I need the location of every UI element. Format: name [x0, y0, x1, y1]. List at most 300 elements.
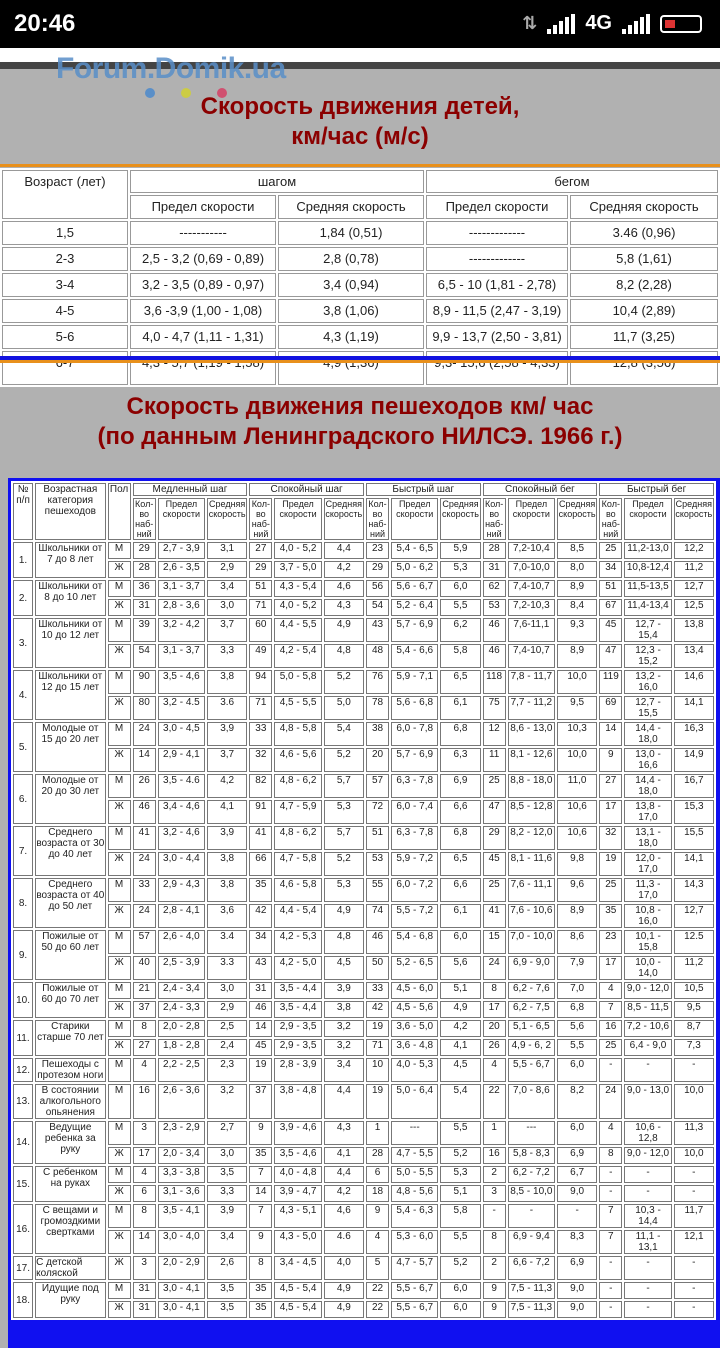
- table-cell: 12,0 - 17,0: [624, 852, 671, 876]
- table-cell: Быстрый бег: [599, 483, 714, 496]
- table-cell: 11,7: [674, 1204, 714, 1228]
- table-cell: 3,8 (1,06): [278, 299, 424, 323]
- table-cell: 5,5 - 6,7: [391, 1301, 438, 1318]
- table-cell: 6,1: [440, 904, 480, 928]
- table-cell: 14,9: [674, 748, 714, 772]
- table-cell: 5,4: [324, 722, 364, 746]
- table-cell: 6,1: [440, 696, 480, 720]
- table-cell: -: [624, 1301, 671, 1318]
- table-cell: 4,8: [324, 644, 364, 668]
- table-cell: 10,6 - 12,8: [624, 1121, 671, 1145]
- table-cell: Предел скорости: [508, 498, 555, 540]
- table-cell: -: [624, 1282, 671, 1299]
- table-cell: 7,9: [557, 956, 597, 980]
- table-cell: 4,9 - 6, 2: [508, 1039, 555, 1056]
- table-cell: 12,3 - 15,2: [624, 644, 671, 668]
- table-cell: Ж: [108, 1039, 131, 1056]
- table-cell: 8,5: [557, 542, 597, 559]
- table-cell: Пол: [108, 483, 131, 540]
- table-cell: 22: [366, 1301, 389, 1318]
- table-cell: 14: [133, 1230, 156, 1254]
- table-row: [13, 1147, 714, 1164]
- table-cell: 6,2 - 7,2: [508, 1166, 555, 1183]
- table-cell: 29: [366, 561, 389, 578]
- table-cell: 4,2: [324, 1185, 364, 1202]
- table-cell: 45: [483, 852, 506, 876]
- table-cell: Возрастная категория пешеходов: [35, 483, 105, 540]
- table-cell: 24: [599, 1084, 622, 1119]
- table-header-row: [13, 483, 714, 496]
- table-cell: Предел скорости: [624, 498, 671, 540]
- table-cell: 3,9 - 4,7: [274, 1185, 321, 1202]
- table-cell: -: [508, 1204, 555, 1228]
- table-cell: 6,0: [440, 1282, 480, 1299]
- table-cell: 3,8: [207, 852, 247, 876]
- table-cell: 7,2-10,3: [508, 599, 555, 616]
- table-cell: 56: [366, 580, 389, 597]
- table-row: [13, 1039, 714, 1056]
- table-cell: 5: [366, 1256, 389, 1280]
- table-cell: 5,5 - 6,7: [391, 1282, 438, 1299]
- table-cell: 6,5 - 10 (1,81 - 2,78): [426, 273, 568, 297]
- table-row: [13, 1301, 714, 1318]
- table-cell: 1: [366, 1121, 389, 1145]
- table-cell: 4,5 - 5,6: [391, 1001, 438, 1018]
- watermark-logo: Forum.Domik.ua: [56, 52, 286, 85]
- table-cell: 10,4 (2,89): [570, 299, 718, 323]
- table-cell: 6,6: [440, 800, 480, 824]
- table-cell: № п/п: [13, 483, 33, 540]
- table-cell: 25: [599, 1039, 622, 1056]
- table-cell: М: [108, 1204, 131, 1228]
- table-cell: 3,0 - 4,5: [158, 722, 205, 746]
- table-cell: 5,0 - 5,5: [391, 1166, 438, 1183]
- table-cell: 3,2: [324, 1039, 364, 1056]
- table-row: [13, 618, 714, 642]
- table-cell: 17: [599, 956, 622, 980]
- table-cell: 3,0: [207, 599, 247, 616]
- table-cell: 3,4: [207, 1230, 247, 1254]
- table-cell: 46: [483, 644, 506, 668]
- table-cell: 55: [366, 878, 389, 902]
- table-cell: 6,9: [557, 1256, 597, 1280]
- table-cell: М: [108, 826, 131, 850]
- table-cell: 2,4 - 3,3: [158, 1001, 205, 1018]
- table-row: [13, 800, 714, 824]
- table-cell: 3,1 - 3,7: [158, 580, 205, 597]
- pedestrian-speed-table: [11, 481, 716, 1320]
- table-cell: Ж: [108, 644, 131, 668]
- category-cell: С детской коляской: [35, 1256, 105, 1280]
- table-cell: 75: [483, 696, 506, 720]
- table-cell: 7,5 - 11,3: [508, 1282, 555, 1299]
- table-cell: 4,6: [324, 1204, 364, 1228]
- table-cell: 24: [133, 852, 156, 876]
- table-row: [13, 696, 714, 720]
- table-cell: Кол-во наб-ний: [249, 498, 272, 540]
- table-cell: Предел скорости: [130, 195, 276, 219]
- table-row: [2, 221, 718, 245]
- table-cell: 8.: [13, 878, 33, 928]
- table-cell: М: [108, 618, 131, 642]
- table-row: [13, 1185, 714, 1202]
- table-cell: 14.: [13, 1121, 33, 1164]
- table-cell: 4,5 - 6,0: [391, 982, 438, 999]
- table-cell: 8,7: [674, 1020, 714, 1037]
- table-cell: 6,6: [440, 878, 480, 902]
- table-cell: 4,3: [324, 1121, 364, 1145]
- table-cell: 4: [599, 982, 622, 999]
- table-cell: 4.6: [324, 1230, 364, 1254]
- table-cell: 5,2 - 6,4: [391, 599, 438, 616]
- table-cell: 3,5 - 4,6: [274, 1147, 321, 1164]
- signal-icon-2: [622, 14, 650, 34]
- table-cell: 5,4 - 6,5: [391, 542, 438, 559]
- table-cell: 35: [249, 1147, 272, 1164]
- table-cell: 4,7 - 5,8: [274, 852, 321, 876]
- table-cell: 5,5 - 7,2: [391, 904, 438, 928]
- table-cell: 4,9: [324, 618, 364, 642]
- table-cell: -------------: [426, 247, 568, 271]
- divider: [0, 164, 720, 167]
- table-cell: 3,4: [207, 580, 247, 597]
- table-cell: 5,0 - 6,4: [391, 1084, 438, 1119]
- table-cell: 11: [483, 748, 506, 772]
- table-cell: Возраст (лет): [2, 170, 128, 219]
- table-cell: 6,7: [557, 1166, 597, 1183]
- table-cell: 15.: [13, 1166, 33, 1202]
- table-cell: 8,6 - 13,0: [508, 722, 555, 746]
- table-cell: 2,3 - 2,9: [158, 1121, 205, 1145]
- table-cell: 3,4 - 4,5: [274, 1256, 321, 1280]
- table-cell: 3,8 - 4,8: [274, 1084, 321, 1119]
- table-cell: 4,1: [440, 1039, 480, 1056]
- table-cell: 4,5: [440, 1058, 480, 1082]
- table-cell: 1: [483, 1121, 506, 1145]
- table-cell: 5,3: [440, 1166, 480, 1183]
- table-cell: 9: [483, 1282, 506, 1299]
- table-cell: 7: [599, 1204, 622, 1228]
- clock: 20:46: [14, 10, 76, 37]
- table-cell: 3,7: [207, 618, 247, 642]
- table-cell: 71: [249, 599, 272, 616]
- table-cell: М: [108, 1058, 131, 1082]
- table-cell: 8: [483, 982, 506, 999]
- table-cell: 10,0 - 14,0: [624, 956, 671, 980]
- table-cell: 8,0: [557, 561, 597, 578]
- table-cell: 25: [599, 542, 622, 559]
- table-cell: 41: [483, 904, 506, 928]
- table-cell: 6,3: [440, 748, 480, 772]
- table-cell: 4,8 - 5,6: [391, 1185, 438, 1202]
- title-line: Скорость движения детей,: [200, 93, 520, 120]
- table-cell: 2,6: [207, 1256, 247, 1280]
- table-cell: 7,4-10,7: [508, 580, 555, 597]
- table-cell: 7,6-11,1: [508, 618, 555, 642]
- table-cell: 42: [249, 904, 272, 928]
- table-cell: Средняя скорость: [440, 498, 480, 540]
- table-cell: -: [599, 1058, 622, 1082]
- table-row: [13, 878, 714, 902]
- table-cell: 5.: [13, 722, 33, 772]
- table-cell: 3,9: [207, 1204, 247, 1228]
- table-cell: 12,2: [674, 542, 714, 559]
- table-cell: 14,3: [674, 878, 714, 902]
- table-cell: 5,7 - 6,9: [391, 618, 438, 642]
- table-cell: М: [108, 878, 131, 902]
- table-cell: 3,4: [324, 1058, 364, 1082]
- table-cell: 7,0-10,0: [508, 561, 555, 578]
- table-cell: 8: [483, 1230, 506, 1254]
- table-cell: шагом: [130, 170, 424, 193]
- table-cell: 3,0 - 4,1: [158, 1282, 205, 1299]
- table-cell: 3,5 - 4.6: [158, 774, 205, 798]
- table-cell: Предел скорости: [391, 498, 438, 540]
- table-cell: 5,0 - 5,8: [274, 670, 321, 694]
- table-cell: 4,1: [324, 1147, 364, 1164]
- table-cell: 2,9 - 4,1: [158, 748, 205, 772]
- table-cell: 8: [599, 1147, 622, 1164]
- table-cell: 3,8: [207, 670, 247, 694]
- table-cell: 3,9: [207, 826, 247, 850]
- table-row: [13, 670, 714, 694]
- table-cell: 43: [249, 956, 272, 980]
- table-cell: Кол-во наб-ний: [599, 498, 622, 540]
- table-cell: -: [674, 1166, 714, 1183]
- table-cell: 9,0 - 13,0: [624, 1084, 671, 1119]
- table-cell: 3.46 (0,96): [570, 221, 718, 245]
- table-cell: 3,4 (0,94): [278, 273, 424, 297]
- table-cell: 23: [366, 542, 389, 559]
- table-cell: 54: [133, 644, 156, 668]
- table-cell: Кол-во наб-ний: [366, 498, 389, 540]
- table-cell: 28: [133, 561, 156, 578]
- table-cell: 8,9: [557, 904, 597, 928]
- table-cell: 12,1: [674, 1230, 714, 1254]
- table-cell: 2,9: [207, 561, 247, 578]
- table-cell: 7: [599, 1001, 622, 1018]
- table-cell: 28: [483, 542, 506, 559]
- table-cell: 3,2 - 3,5 (0,89 - 0,97): [130, 273, 276, 297]
- table-cell: 5,5: [440, 599, 480, 616]
- table-cell: 46: [483, 618, 506, 642]
- table-cell: 9,0: [557, 1185, 597, 1202]
- children-speed-table: [0, 168, 720, 387]
- table-cell: ---: [391, 1121, 438, 1145]
- table-cell: 2,8 - 3,9: [274, 1058, 321, 1082]
- table-cell: 6,3 - 7,8: [391, 826, 438, 850]
- table-cell: 3: [133, 1121, 156, 1145]
- table-cell: 3,3 - 3,8: [158, 1166, 205, 1183]
- table-cell: 3,1 - 3,6: [158, 1185, 205, 1202]
- table-cell: 3.: [13, 618, 33, 668]
- table-cell: Средняя скорость: [324, 498, 364, 540]
- table-cell: 2,9 - 3,5: [274, 1039, 321, 1056]
- category-cell: Среднего возраста от 40 до 50 лет: [35, 878, 105, 928]
- table-cell: 3,9: [207, 722, 247, 746]
- table-cell: 2,8 - 3,6: [158, 599, 205, 616]
- table-cell: 5,7: [324, 774, 364, 798]
- table-cell: 20: [483, 1020, 506, 1037]
- table-cell: 5,5: [440, 1121, 480, 1145]
- table-cell: Ж: [108, 904, 131, 928]
- signal-icon: [547, 14, 575, 34]
- table-cell: 3,2: [207, 1084, 247, 1119]
- table-cell: 11,2: [674, 561, 714, 578]
- table-cell: 4,9: [440, 1001, 480, 1018]
- table-cell: 2,0 - 2,9: [158, 1256, 205, 1280]
- table-row: [13, 852, 714, 876]
- table-cell: 9,5: [674, 1001, 714, 1018]
- table-cell: 16,7: [674, 774, 714, 798]
- table-cell: 57: [133, 930, 156, 954]
- table-cell: 4,4: [324, 1166, 364, 1183]
- table-cell: 1,8 - 2,8: [158, 1039, 205, 1056]
- table-cell: 35: [249, 1301, 272, 1318]
- table-cell: 3,9: [324, 982, 364, 999]
- table-cell: 2,0 - 3,4: [158, 1147, 205, 1164]
- table-cell: 3,0: [207, 982, 247, 999]
- table-cell: 11,2-13,0: [624, 542, 671, 559]
- table-cell: Средняя скорость: [207, 498, 247, 540]
- table-cell: 4,0 - 4,8: [274, 1166, 321, 1183]
- table-cell: 8,5 - 11,5: [624, 1001, 671, 1018]
- table-cell: 9,3: [557, 618, 597, 642]
- table-cell: 2,9 - 4,3: [158, 878, 205, 902]
- table-cell: 4,8 - 5,8: [274, 722, 321, 746]
- table-cell: 6,0: [557, 1121, 597, 1145]
- table-cell: 29: [249, 561, 272, 578]
- table-cell: 2,8 - 4,1: [158, 904, 205, 928]
- table-cell: 18: [366, 1185, 389, 1202]
- table-cell: 12,7 - 15,4: [624, 618, 671, 642]
- table-cell: 3.6: [207, 696, 247, 720]
- table-cell: 11,4-13,4: [624, 599, 671, 616]
- table-cell: 6: [133, 1185, 156, 1202]
- table-cell: 20: [366, 748, 389, 772]
- table-cell: 10,0: [674, 1084, 714, 1119]
- table-cell: Ж: [108, 748, 131, 772]
- table-cell: 2,2 - 2,5: [158, 1058, 205, 1082]
- table-cell: 4,0: [324, 1256, 364, 1280]
- table-cell: -: [599, 1185, 622, 1202]
- table-cell: 16: [133, 1084, 156, 1119]
- table-cell: 6,0 - 7,8: [391, 722, 438, 746]
- table-cell: 16: [483, 1147, 506, 1164]
- table-cell: 3,3: [207, 1185, 247, 1202]
- table-cell: 5,1: [440, 1185, 480, 1202]
- table-cell: 4,7 - 5,7: [391, 1256, 438, 1280]
- table-row: [13, 1282, 714, 1299]
- table-cell: Ж: [108, 800, 131, 824]
- table-cell: 4,4: [324, 542, 364, 559]
- category-cell: Школьники от 12 до 15 лет: [35, 670, 105, 720]
- table-cell: 10,8-12,4: [624, 561, 671, 578]
- table-cell: 3,5: [207, 1301, 247, 1318]
- table-cell: 4,6 - 5,8: [274, 878, 321, 902]
- table-cell: 53: [366, 852, 389, 876]
- table-cell: 3,5: [207, 1282, 247, 1299]
- table-cell: 13,0 - 16,6: [624, 748, 671, 772]
- table-cell: 12: [483, 722, 506, 746]
- table-cell: 10: [366, 1058, 389, 1082]
- table-cell: 6,0: [440, 1301, 480, 1318]
- table-cell: М: [108, 1166, 131, 1183]
- table-cell: М: [108, 774, 131, 798]
- table-cell: 6,0 - 7,4: [391, 800, 438, 824]
- table-cell: 10,3 - 14,4: [624, 1204, 671, 1228]
- table-cell: 14,6: [674, 670, 714, 694]
- table-cell: 46: [249, 1001, 272, 1018]
- table-cell: 94: [249, 670, 272, 694]
- table-cell: 7,2-10,4: [508, 542, 555, 559]
- table-cell: 24: [483, 956, 506, 980]
- table-cell: 37: [133, 1001, 156, 1018]
- table-cell: 35: [599, 904, 622, 928]
- table-cell: 49: [249, 644, 272, 668]
- table-cell: 5,4 - 6,8: [391, 930, 438, 954]
- table-cell: Ж: [108, 599, 131, 616]
- table-cell: 5,2: [324, 852, 364, 876]
- table-cell: 7,8 - 11,7: [508, 670, 555, 694]
- table-cell: 4,2 - 5,3: [274, 930, 321, 954]
- table-cell: 6,0: [440, 580, 480, 597]
- table-cell: Ж: [108, 1185, 131, 1202]
- category-cell: Пожилые от 50 до 60 лет: [35, 930, 105, 980]
- table-cell: 3,5 - 4,6: [158, 670, 205, 694]
- table-cell: 13,4: [674, 644, 714, 668]
- table-cell: 8,2 - 12,0: [508, 826, 555, 850]
- table-cell: 4,3 - 5,4: [274, 580, 321, 597]
- table-cell: 3,7 - 5,0: [274, 561, 321, 578]
- table-row: [13, 644, 714, 668]
- table-cell: 3,2 - 4,2: [158, 618, 205, 642]
- table-cell: 4,0 - 5,2: [274, 599, 321, 616]
- table-cell: 4,4 - 5,5: [274, 618, 321, 642]
- table-cell: 51: [366, 826, 389, 850]
- table-cell: Спокойный шаг: [249, 483, 364, 496]
- table-cell: 6,9: [557, 1147, 597, 1164]
- table-cell: 25: [599, 878, 622, 902]
- table-cell: -: [483, 1204, 506, 1228]
- table-cell: 4,3 - 5,1: [274, 1204, 321, 1228]
- table-cell: 11,5-13,5: [624, 580, 671, 597]
- table-cell: 3,8: [207, 878, 247, 902]
- title-line: (по данным Ленинградского НИЛСЭ. 1966 г.): [97, 423, 623, 450]
- table-cell: 47: [483, 800, 506, 824]
- table-cell: 12,7 - 15,5: [624, 696, 671, 720]
- table-cell: 2,3: [207, 1058, 247, 1082]
- table-cell: 45: [599, 618, 622, 642]
- table-cell: -: [599, 1301, 622, 1318]
- table-cell: 13,8 - 17,0: [624, 800, 671, 824]
- table-cell: 10,6: [557, 826, 597, 850]
- table-cell: 50: [366, 956, 389, 980]
- table-cell: 1.: [13, 542, 33, 578]
- table-cell: 5,2 - 6,5: [391, 956, 438, 980]
- table-cell: 3,7: [207, 748, 247, 772]
- table-cell: 4,0 - 5,2: [274, 542, 321, 559]
- table-cell: 7,6 - 11,1: [508, 878, 555, 902]
- table-cell: Ж: [108, 561, 131, 578]
- pedestrian-table-frame: [8, 478, 720, 1348]
- category-cell: Пешеходы с протезом ноги: [35, 1058, 105, 1082]
- category-cell: Молодые от 15 до 20 лет: [35, 722, 105, 772]
- table-cell: 8,4: [557, 599, 597, 616]
- table-cell: 24: [133, 722, 156, 746]
- table-cell: 10.: [13, 982, 33, 1018]
- table-cell: Ж: [108, 852, 131, 876]
